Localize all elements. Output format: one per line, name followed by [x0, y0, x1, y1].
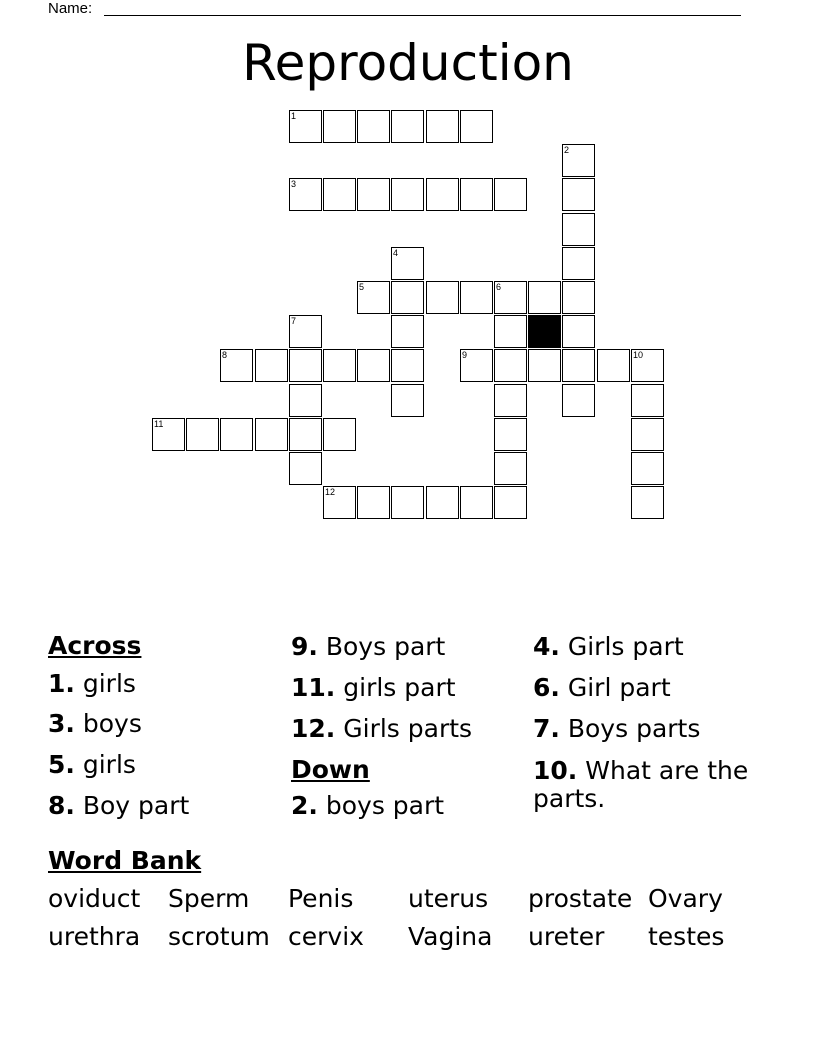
- grid-cell-number: 11: [154, 419, 164, 429]
- clue-down-7: 7. Boys parts: [533, 714, 701, 743]
- grid-cell-number: 5: [359, 282, 365, 292]
- word-bank-item: Penis: [288, 884, 354, 913]
- grid-cell-number: 6: [496, 282, 502, 292]
- clue-number: 12: [291, 714, 326, 743]
- grid-cell-number: 4: [393, 248, 399, 258]
- page-title: Reproduction: [242, 34, 574, 92]
- grid-cell[interactable]: [357, 178, 390, 211]
- clue-across-11: 11. girls part: [291, 673, 456, 702]
- grid-cell[interactable]: [562, 281, 595, 314]
- grid-cell-number: 8: [222, 350, 228, 360]
- grid-cell[interactable]: [391, 384, 424, 417]
- grid-cell-number: 9: [462, 350, 468, 360]
- grid-cell[interactable]: [255, 349, 288, 382]
- grid-cell[interactable]: [323, 486, 356, 519]
- grid-cell[interactable]: [494, 452, 527, 485]
- grid-cell[interactable]: [357, 281, 390, 314]
- grid-cell[interactable]: [562, 315, 595, 348]
- clue-text: boys part: [325, 791, 445, 820]
- clue-across-1: 1. girls: [48, 669, 136, 698]
- word-bank-item: prostate: [528, 884, 633, 913]
- word-bank-item: ureter: [528, 922, 605, 951]
- grid-cell-number: 7: [291, 316, 297, 326]
- clue-text: Girls parts: [343, 714, 473, 743]
- clue-across-12: 12. Girls parts: [291, 714, 473, 743]
- clue-text: Girl part: [567, 673, 671, 702]
- grid-cell[interactable]: [289, 418, 322, 451]
- clue-down-10: 10. What are the parts.: [533, 756, 749, 813]
- grid-cell[interactable]: [323, 349, 356, 382]
- grid-cell[interactable]: [289, 452, 322, 485]
- grid-cell[interactable]: [460, 349, 493, 382]
- clue-number: 9: [291, 632, 309, 661]
- grid-cell[interactable]: [494, 281, 527, 314]
- clue-number: 11: [291, 673, 326, 702]
- clue-number: 6: [533, 673, 551, 702]
- blocked-cell: [528, 315, 561, 348]
- grid-cell[interactable]: [460, 281, 493, 314]
- word-bank-item: testes: [648, 922, 725, 951]
- word-bank-item: cervix: [288, 922, 364, 951]
- word-bank-heading: Word Bank: [48, 846, 202, 875]
- grid-cell[interactable]: [426, 110, 459, 143]
- word-bank-item: oviduct: [48, 884, 141, 913]
- grid-cell[interactable]: [323, 110, 356, 143]
- clue-text: Boys part: [325, 632, 446, 661]
- word-bank-item: Sperm: [168, 884, 250, 913]
- grid-cell[interactable]: [357, 486, 390, 519]
- grid-cell[interactable]: [528, 349, 561, 382]
- grid-cell-number: 3: [291, 179, 297, 189]
- clue-down-4: 4. Girls part: [533, 632, 684, 661]
- grid-cell[interactable]: [494, 486, 527, 519]
- grid-cell[interactable]: [562, 213, 595, 246]
- grid-cell[interactable]: [631, 486, 664, 519]
- grid-cell[interactable]: [323, 418, 356, 451]
- down-heading: Down: [291, 755, 370, 784]
- grid-cell[interactable]: [289, 349, 322, 382]
- grid-cell[interactable]: [494, 349, 527, 382]
- clue-text: boys: [82, 709, 142, 738]
- grid-cell[interactable]: [357, 349, 390, 382]
- grid-cell[interactable]: [391, 247, 424, 280]
- grid-cell[interactable]: [289, 110, 322, 143]
- clue-across-3: 3. boys: [48, 709, 142, 738]
- grid-cell[interactable]: [186, 418, 219, 451]
- grid-cell[interactable]: [494, 178, 527, 211]
- clue-number: 8: [48, 791, 66, 820]
- clue-text: girls: [82, 750, 136, 779]
- clue-number: 2: [291, 791, 309, 820]
- word-bank-item: urethra: [48, 922, 141, 951]
- grid-cell[interactable]: [289, 315, 322, 348]
- clue-down-2: 2. boys part: [291, 791, 445, 820]
- clue-number: 3: [48, 709, 66, 738]
- grid-cell-number: 1: [291, 111, 297, 121]
- clue-text: Girls part: [567, 632, 684, 661]
- clue-number: 7: [533, 714, 551, 743]
- clue-text: Boy part: [82, 791, 190, 820]
- grid-cell[interactable]: [562, 144, 595, 177]
- clue-text: Boys parts: [567, 714, 701, 743]
- grid-cell[interactable]: [152, 418, 185, 451]
- grid-cell[interactable]: [562, 178, 595, 211]
- grid-cell[interactable]: [426, 281, 459, 314]
- grid-cell[interactable]: [255, 418, 288, 451]
- clue-number: 4: [533, 632, 551, 661]
- grid-cell[interactable]: [562, 349, 595, 382]
- grid-cell[interactable]: [631, 349, 664, 382]
- grid-cell[interactable]: [426, 178, 459, 211]
- grid-cell[interactable]: [323, 178, 356, 211]
- grid-cell[interactable]: [597, 349, 630, 382]
- grid-cell[interactable]: [460, 178, 493, 211]
- grid-cell[interactable]: [220, 349, 253, 382]
- grid-cell-number: 2: [564, 145, 570, 155]
- word-bank-item: uterus: [408, 884, 489, 913]
- word-bank-item: scrotum: [168, 922, 270, 951]
- grid-cell[interactable]: [391, 315, 424, 348]
- grid-cell[interactable]: [631, 384, 664, 417]
- grid-cell[interactable]: [460, 486, 493, 519]
- word-bank-item: Vagina: [408, 922, 493, 951]
- clue-across-9: 9. Boys part: [291, 632, 446, 661]
- grid-cell[interactable]: [562, 247, 595, 280]
- word-bank-item: Ovary: [648, 884, 723, 913]
- grid-cell[interactable]: [631, 452, 664, 485]
- grid-cell[interactable]: [391, 281, 424, 314]
- grid-cell[interactable]: [289, 178, 322, 211]
- grid-cell[interactable]: [528, 281, 561, 314]
- grid-cell[interactable]: [426, 486, 459, 519]
- grid-cell[interactable]: [494, 418, 527, 451]
- grid-cell[interactable]: [220, 418, 253, 451]
- clue-text: girls: [82, 669, 136, 698]
- grid-cell[interactable]: [357, 110, 390, 143]
- grid-cell[interactable]: [460, 110, 493, 143]
- name-label: Name:: [48, 0, 93, 17]
- grid-cell[interactable]: [289, 384, 322, 417]
- clue-number: 1: [48, 669, 66, 698]
- grid-cell[interactable]: [391, 349, 424, 382]
- grid-cell[interactable]: [494, 315, 527, 348]
- clue-number: 10: [533, 756, 568, 785]
- across-heading: Across: [48, 631, 142, 660]
- grid-cell[interactable]: [391, 178, 424, 211]
- grid-cell[interactable]: [562, 384, 595, 417]
- grid-cell[interactable]: [391, 486, 424, 519]
- clue-text: girls part: [343, 673, 456, 702]
- clue-number: 5: [48, 750, 66, 779]
- clue-across-8: 8. Boy part: [48, 791, 190, 820]
- clue-down-6: 6. Girl part: [533, 673, 671, 702]
- grid-cell[interactable]: [631, 418, 664, 451]
- grid-cell[interactable]: [494, 384, 527, 417]
- grid-cell-number: 12: [325, 487, 336, 497]
- clue-across-5: 5. girls: [48, 750, 136, 779]
- grid-cell-number: 10: [633, 350, 644, 360]
- grid-cell[interactable]: [391, 110, 424, 143]
- clue-text: What are the parts.: [533, 756, 749, 813]
